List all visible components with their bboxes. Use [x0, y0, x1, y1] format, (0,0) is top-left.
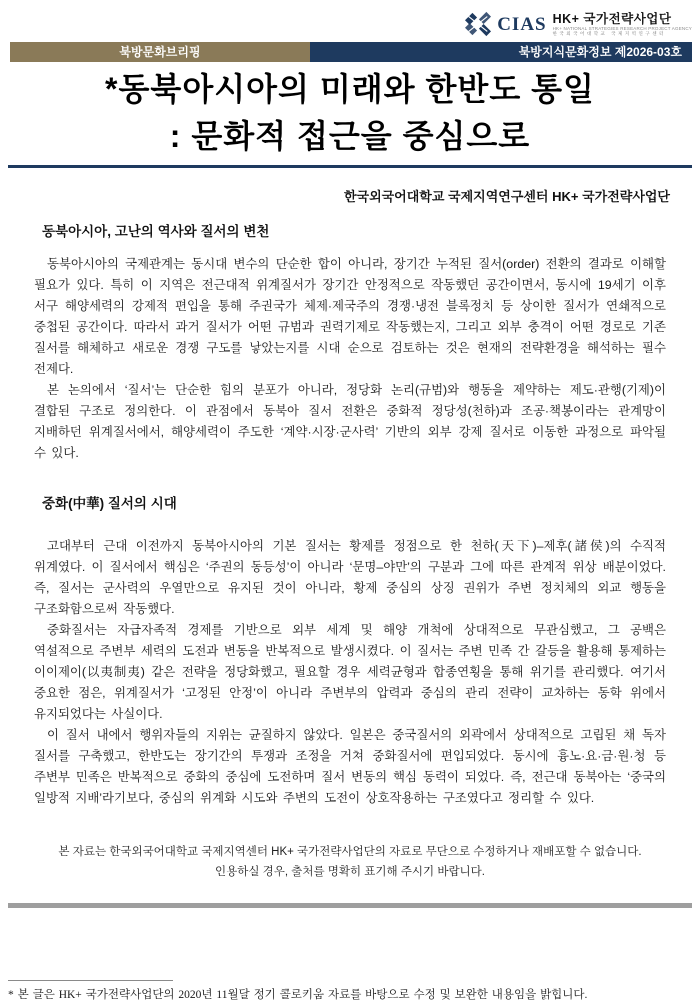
footer-rule [8, 903, 692, 908]
logo-text-block [551, 12, 692, 37]
cias-logo [463, 6, 692, 42]
byline: 한국외국어대학교 국제지역연구센터 HK+ 국가전략사업단 [343, 189, 670, 204]
paragraph: 본 논의에서 ‘질서’는 단순한 힘의 분포가 아니라, 정당화 논리(규범)와 행동을 제약하는 제도·관행(기제)이 결합된 구조로 정의한다. 이 관점에서 동북아 질서 전환은 중화적 정당성(천하)과 조공·책봉이라는 관계망이 지배하던 위계질서에서, 해양세력이 주도한 ‘계약·시장·군사력’ 기반의 외부 강제 질서로 이동한 과정으로 파악될 수 있다. [34, 383, 666, 460]
footnote-block [8, 980, 692, 1000]
header-left-label: 북방문화브리핑 [10, 42, 310, 62]
footnote-text: * 본 글은 HK+ 국가전략사업단의 2020년 11월달 정기 콜로키움 자료를 바탕으로 수정 및 보완한 내용임을 밝힙니다. [8, 989, 588, 1000]
header-bar [10, 42, 692, 62]
paragraph: 동북아시아의 국제관계는 동시대 변수의 단순한 합이 아니라, 장기간 누적된 질서(order) 전환의 결과로 이해할 필요가 있다. 특히 이 지역은 전근대적 위계질서가 장기간 안정적으로 작동했던 공간이면서, 동시에 19세기 이후 서구 해양세력의 강제적 편입을 통해 주권국가 체제·제국주의 경쟁·냉전 블록정치 등 상이한 질서가 연쇄적으로 중첩된 공간이다. 따라서 과거 질서가 어떤 규범과 권력기제로 작동했는지, 그리고 외부 충격이 어떤 경로로 기존 질서를 해체하고 새로운 경쟁 구도를 낳았는지를 시대 순으로 검토하는 것은 현재의 전략환경을 해석하는 필수 전제다. [34, 257, 666, 376]
org-title: HK+ 국가전략사업단 [552, 11, 672, 26]
paragraph: 중화질서는 자급자족적 경제를 기반으로 외부 세계 및 해양 개척에 상대적으로 무관심했고, 그 공백은 역설적으로 주변부 세력의 도전과 변동을 반복적으로 발생시켰다. 이 질서는 주변 민족 간 갈등을 활용해 통제하는 이이제이(以夷制夷) 같은 전략을 정당화했고, 필요할 경우 세력균형과 합종연횡을 통해 위기를 관리했다. 여기서 중요한 점은, 위계질서가 ‘고정된 안정’이 아니라 주변부의 압력과 중심의 관리 전략이 교차하는 동학 위에서 유지되었다는 사실이다. [34, 623, 666, 721]
cias-brand-text: CIAS [497, 13, 547, 35]
section-heading-1: 동북아시아, 고난의 역사와 질서의 변천 [42, 224, 270, 239]
footnote-separator [8, 980, 173, 981]
org-subtitle-kr: 한국외국어대학교 국제지역연구센터 [552, 31, 666, 37]
org-subtitle-en: HK+ NATIONAL STRATEGIES RESEARCH PROJECT AGENCY [552, 26, 692, 32]
body-area [34, 220, 666, 809]
title-rule [8, 165, 692, 168]
header-right-label: 북방지식문화정보 제2026-03호 [518, 45, 682, 59]
masthead [463, 6, 692, 42]
document-title [0, 66, 700, 160]
title-line-1: *동북아시아의 미래와 한반도 통일 [105, 71, 595, 107]
copyright-line-2: 인용하실 경우, 출처를 명확히 표기해 주시기 바랍니다. [215, 866, 485, 878]
copyright-line-1: 본 자료는 한국외국어대학교 국제지역센터 HK+ 국가전략사업단의 자료로 무단으로 수정하거나 재배포할 수 없습니다. [58, 846, 642, 858]
paragraph: 고대부터 근대 이전까지 동북아시아의 기본 질서는 황제를 정점으로 한 천하(天下)–제후(諸侯)의 수직적 위계였다. 이 질서에서 핵심은 ‘주권의 동등성’이 아니라 ‘문명–야만’의 구분과 그에 따른 관계적 위상 배분이었다. 즉, 질서는 군사력의 우열만으로 유지된 것이 아니라, 황제 중심의 상징 권위가 주변 정치체의 외교 행동을 구조화함으로써 작동했다. [34, 539, 666, 616]
copyright-notice [0, 842, 700, 882]
paragraph: 이 질서 내에서 행위자들의 지위는 균질하지 않았다. 일본은 중국질서의 외곽에서 상대적으로 고립된 채 독자 질서를 구축했고, 한반도는 장기간의 투쟁과 조정을 거쳐 중화질서에 편입되었다. 동시에 흉노·요·금·원·청 등 주변부 민족은 반복적으로 중화의 중심에 도전하며 질서 변동의 핵심 동력이 되었다. 즉, 전근대 동북아는 ‘중국의 일방적 지배’라기보다, 중심의 위계화 시도와 주변의 도전이 상호작용하는 구조였다고 정리할 수 있다. [34, 728, 666, 805]
title-line-2: : 문화적 접근을 중심으로 [169, 118, 531, 154]
cias-logo-icon [463, 11, 493, 37]
section-heading-2: 중화(中華) 질서의 시대 [42, 496, 177, 511]
